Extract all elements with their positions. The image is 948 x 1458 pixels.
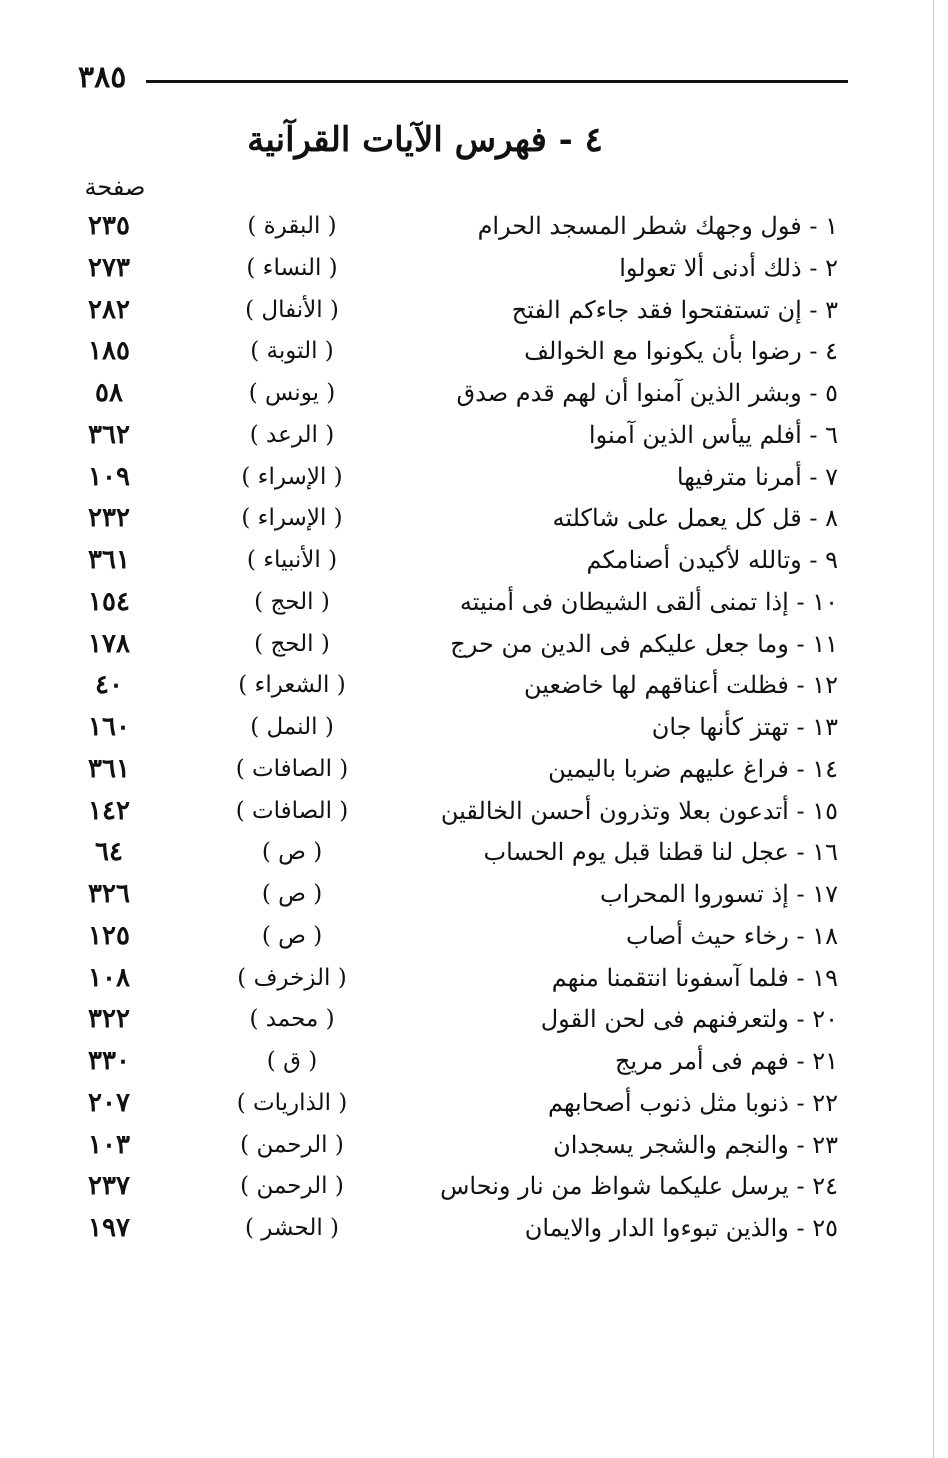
surah-name: ( الإسراء ) xyxy=(241,463,343,490)
page-reference: ١٠٨ xyxy=(88,962,130,993)
surah-name: ( النمل ) xyxy=(250,714,334,740)
page-reference: ٦٤ xyxy=(95,837,123,868)
surah-name: ( الرحمن ) xyxy=(240,1131,344,1158)
verse-text: ١٣ - تهتز كأنها جان xyxy=(651,713,838,741)
page-reference: ٥٨ xyxy=(95,378,123,408)
verse-text: ٢٣ - والنجم والشجر يسجدان xyxy=(553,1130,838,1159)
surah-name: ( الصافات ) xyxy=(235,755,349,782)
index-row xyxy=(0,1124,948,1166)
index-row xyxy=(0,456,948,498)
verse-text: ١٤ - فراغ عليهم ضربا باليمين xyxy=(548,754,838,783)
page-reference: ٣٦١ xyxy=(88,545,130,575)
index-row xyxy=(0,873,948,915)
surah-name: ( التوبة ) xyxy=(250,338,334,365)
page-reference: ٣٢٦ xyxy=(88,879,130,909)
index-row xyxy=(0,790,948,832)
surah-name: ( الحشر ) xyxy=(244,1215,340,1241)
page-reference: ٢٨٢ xyxy=(88,294,130,325)
page-reference: ١٧٨ xyxy=(88,628,130,659)
page-reference: ١٥٤ xyxy=(88,586,130,617)
surah-name: ( يونس ) xyxy=(248,380,336,406)
verse-text: ١٨ - رخاء حيث أصاب xyxy=(625,921,838,950)
page-number: ٣٨٥ xyxy=(78,60,127,95)
page-reference: ٢٣٥ xyxy=(88,211,130,241)
verse-text: ١١ - وما جعل عليكم فى الدين من حرج xyxy=(450,629,838,658)
index-row xyxy=(0,414,948,456)
page-reference: ٣٣٠ xyxy=(88,1046,130,1076)
page-reference: ١٨٥ xyxy=(88,336,130,367)
page-reference: ٣٦٢ xyxy=(88,419,130,450)
surah-name: ( الذاريات ) xyxy=(236,1089,348,1116)
index-row xyxy=(0,957,948,999)
page-reference: ٣٢٢ xyxy=(88,1004,130,1035)
verse-text: ١٩ - فلما آسفونا انتقمنا منهم xyxy=(551,963,838,992)
index-row xyxy=(0,664,948,706)
verse-text: ١٠ - إذا تمنى ألقى الشيطان فى أمنيته xyxy=(459,587,838,616)
page-reference: ١٩٧ xyxy=(88,1213,130,1243)
verse-text: ٨ - قل كل يعمل على شاكلته xyxy=(552,504,838,533)
index-row xyxy=(0,998,948,1040)
page-reference: ١٢٥ xyxy=(88,920,130,951)
surah-name: ( الرعد ) xyxy=(249,421,335,448)
index-row xyxy=(0,623,948,665)
page-reference: ١٦٠ xyxy=(88,712,130,742)
verse-text: ٢٠ - ولتعرفنهم فى لحن القول xyxy=(540,1005,838,1034)
surah-name: ( ص ) xyxy=(261,881,323,907)
index-row xyxy=(0,1040,948,1082)
verse-text: ١٧ - إذ تسوروا المحراب xyxy=(600,880,838,908)
index-row xyxy=(0,539,948,581)
surah-name: ( البقرة ) xyxy=(247,213,337,239)
page-reference: ٤٠ xyxy=(95,670,123,701)
index-row xyxy=(0,915,948,957)
page-reference: ٢٣٧ xyxy=(88,1171,130,1202)
page-header xyxy=(78,58,848,98)
index-row xyxy=(0,247,948,289)
page-reference: ١٠٩ xyxy=(88,461,130,492)
index-row xyxy=(0,205,948,247)
surah-name: ( الشعراء ) xyxy=(238,672,346,699)
verse-text: ٢١ - فهم فى أمر مريج xyxy=(614,1047,838,1075)
surah-name: ( محمد ) xyxy=(249,1006,335,1033)
page-reference: ٣٦١ xyxy=(88,753,130,784)
surah-name: ( الصافات ) xyxy=(235,797,349,824)
verse-text: ٧ - أمرنا مترفيها xyxy=(676,462,838,491)
surah-name: ( ص ) xyxy=(261,922,323,949)
verse-text: ٣ - إن تستفتحوا فقد جاءكم الفتح xyxy=(511,295,838,324)
page-reference: ٢٠٧ xyxy=(88,1087,130,1118)
surah-name: ( الرحمن ) xyxy=(240,1173,344,1200)
page-column-header: صفحة xyxy=(84,173,146,201)
verse-text: ٤ - رضوا بأن يكونوا مع الخوالف xyxy=(524,337,838,366)
surah-name: ( ص ) xyxy=(261,839,323,866)
index-row xyxy=(0,1165,948,1207)
verse-text: ١٦ - عجل لنا قطنا قبل يوم الحساب xyxy=(483,838,838,867)
page-reference: ٢٣٢ xyxy=(88,503,130,534)
index-row xyxy=(0,1207,948,1249)
index-title: ٤ - فهرس الآيات القرآنية xyxy=(247,120,603,160)
index-row xyxy=(0,581,948,623)
verse-text: ٢٥ - والذين تبوءوا الدار والايمان xyxy=(524,1214,838,1242)
surah-name: ( الإسراء ) xyxy=(241,505,343,532)
page-reference: ٢٧٣ xyxy=(88,252,130,283)
header-rule xyxy=(146,80,848,83)
index-row xyxy=(0,1082,948,1124)
index-row xyxy=(0,831,948,873)
surah-name: ( النساء ) xyxy=(246,254,338,281)
index-row xyxy=(0,330,948,372)
index-row xyxy=(0,706,948,748)
index-row xyxy=(0,748,948,790)
surah-name: ( ق ) xyxy=(266,1048,318,1074)
verse-text: ٢ - ذلك أدنى ألا تعولوا xyxy=(619,253,838,282)
verse-index-list xyxy=(0,205,948,1249)
surah-name: ( الأنفال ) xyxy=(245,296,339,323)
surah-name: ( الأنبياء ) xyxy=(246,547,338,573)
index-row xyxy=(0,372,948,414)
surah-name: ( الحج ) xyxy=(254,588,330,615)
verse-text: ١٥ - أتدعون بعلا وتذرون أحسن الخالقين xyxy=(440,796,838,825)
verse-text: ٩ - وتالله لأكيدن أصنامكم xyxy=(586,546,838,574)
verse-text: ١٢ - فظلت أعناقهم لها خاضعين xyxy=(523,671,838,700)
verse-text: ٢٢ - ذنوبا مثل ذنوب أصحابهم xyxy=(548,1088,838,1117)
page-reference: ١٤٢ xyxy=(88,795,130,826)
index-row xyxy=(0,289,948,331)
page-reference: ١٠٣ xyxy=(88,1129,130,1160)
verse-text: ١ - فول وجهك شطر المسجد الحرام xyxy=(477,212,838,240)
index-row xyxy=(0,497,948,539)
verse-text: ٢٤ - يرسل عليكما شواظ من نار ونحاس xyxy=(440,1172,838,1201)
surah-name: ( الحج ) xyxy=(254,630,330,657)
verse-text: ٦ - أفلم ييأس الذين آمنوا xyxy=(588,420,838,449)
verse-text: ٥ - وبشر الذين آمنوا أن لهم قدم صدق xyxy=(456,379,838,407)
surah-name: ( الزخرف ) xyxy=(237,964,347,991)
